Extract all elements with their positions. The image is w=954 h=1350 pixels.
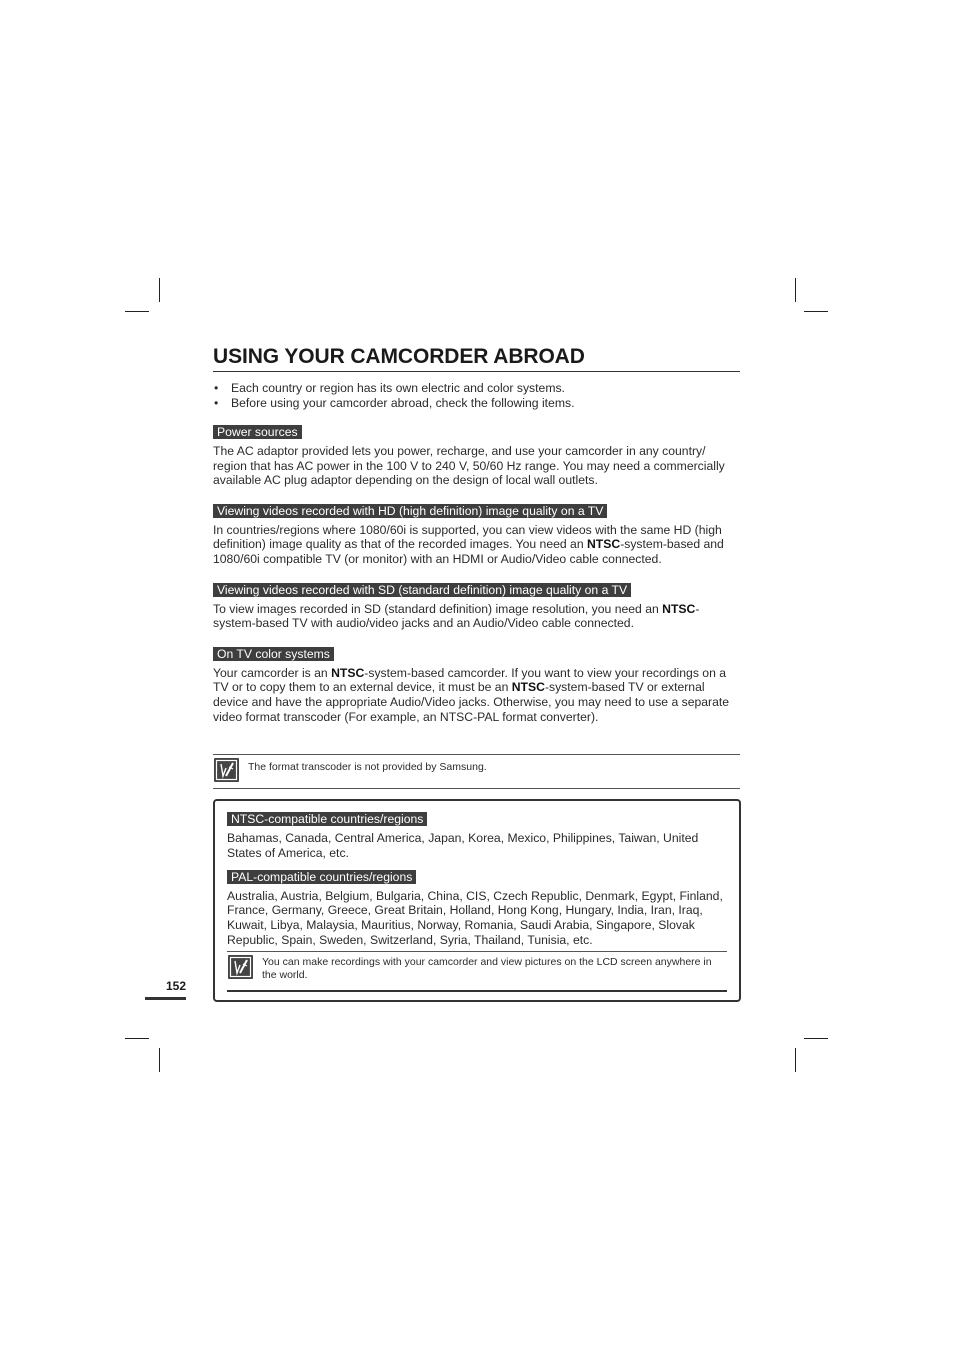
note-text: You can make recordings with your camcorder and view pictures on the LCD screen anywhere in the world.: [262, 956, 712, 981]
crop-mark: [125, 1038, 149, 1039]
page-number-rule: [145, 997, 186, 1000]
note-text: The format transcoder is not provided by Samsung.: [248, 761, 487, 773]
crop-mark: [125, 311, 149, 312]
section-text: In countries/regions where 1080/60i is supported, you can view videos with the same HD (high definition) image quality as that of the recorded images. You need an NTSC-system-based and 1080/60i compatible TV (or monitor) with an HDMI or Audio/Video cable connected.: [213, 522, 724, 566]
list-item: • Each country or region has its own electric and color systems.: [213, 381, 740, 396]
intro-bullet-list: [213, 381, 740, 410]
page-number: 152: [165, 979, 186, 993]
section-text: To view images recorded in SD (standard definition) image resolution, you need an NTSC- system-based TV with audio/video jacks and an Audio/Video cable connected.: [213, 601, 700, 631]
note-box: [213, 754, 740, 789]
main-content: [213, 344, 740, 724]
section-text: The AC adaptor provided lets you power, recharge, and use your camcorder in any country/ region that has AC power in the 100 V to 240 V, 50/60 Hz range. You may need a commercially available AC plug adaptor depending on the design of local wall outlets.: [213, 444, 725, 488]
crop-mark: [159, 1048, 160, 1072]
box-note: [227, 951, 727, 992]
hd-viewing-section: [213, 502, 740, 567]
section-heading: NTSC-compatible countries/regions: [227, 812, 427, 826]
note-pencil-icon: [228, 955, 253, 979]
section-heading: Viewing videos recorded with HD (high definition) image quality on a TV: [213, 504, 607, 518]
sd-viewing-section: [213, 581, 740, 631]
section-heading: Power sources: [213, 425, 302, 439]
crop-mark: [159, 278, 160, 302]
tv-color-systems-section: [213, 645, 740, 724]
crop-mark: [795, 278, 796, 302]
section-heading: PAL-compatible countries/regions: [227, 870, 416, 884]
box-content: [227, 810, 728, 948]
power-sources-section: [213, 423, 740, 488]
country-systems-box: [213, 799, 741, 1002]
note-pencil-icon: [214, 758, 239, 782]
crop-mark: [795, 1048, 796, 1072]
crop-mark: [804, 311, 828, 312]
section-text: Your camcorder is an NTSC-system-based camcorder. If you want to view your recordings on a TV or to copy them to an external device, it must be an NTSC-system-based TV or external device and have the appropriate Audio/Video jacks. Otherwise, you may need to use a separate video format transcoder (For example, an NTSC-PAL format converter).: [213, 665, 730, 724]
ntsc-countries-text: Bahamas, Canada, Central America, Japan, Korea, Mexico, Philippines, Taiwan, United States of America, etc.: [227, 831, 699, 860]
list-item: • Before using your camcorder abroad, check the following items.: [213, 396, 740, 411]
page-title: USING YOUR CAMCORDER ABROAD: [213, 344, 740, 372]
pal-countries-text: Australia, Austria, Belgium, Bulgaria, China, CIS, Czech Republic, Denmark, Egypt, Finland, France, Germany, Greece, Great Britain, Holland, Hong Kong, Hungary, India, Iran, Iraq, Kuwait, Libya, Malaysia, Mauritius, Norway, Romania, Saudi Arabia, Singapore, Slovak Republic, Spain, Sweden, Switzerland, Syria, Thailand, Tunisia, etc.: [227, 888, 723, 947]
section-heading: On TV color systems: [213, 647, 334, 661]
crop-mark: [804, 1038, 828, 1039]
section-heading: Viewing videos recorded with SD (standard definition) image quality on a TV: [213, 583, 631, 597]
